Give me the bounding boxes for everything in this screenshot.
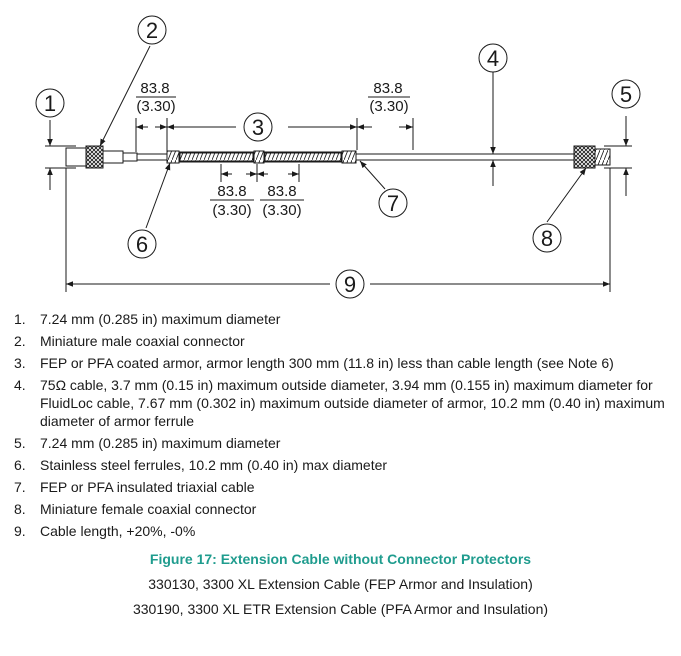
ferrule-b-dim-mm: 83.8 <box>267 183 297 200</box>
figure-caption-line-1: 330130, 3300 XL Extension Cable (FEP Armor and Insulation) <box>148 576 533 592</box>
female-connector <box>574 146 610 168</box>
ferrule-left <box>167 151 179 163</box>
callout-1: 1 <box>43 91 57 116</box>
ferrule-right <box>342 151 356 163</box>
armor <box>179 151 342 163</box>
callout-2: 2 <box>145 18 159 43</box>
list-item: 4. 75Ω cable, 3.7 mm (0.15 in) maximum outside diameter, 3.94 mm (0.155 in) maximum diameter for FluidLoc cable, 7.67 mm (0.302 in) maximum outside diameter of armor, 10.2 mm (0.40 in) maximum diameter of armor ferrule <box>14 377 665 429</box>
callout-7: 7 <box>386 191 400 216</box>
list-item: 2. Miniature male coaxial connector <box>14 333 245 349</box>
ferrule-a-dim-mm: 83.8 <box>217 183 247 200</box>
callout-9: 9 <box>343 272 357 297</box>
list-item: 7. FEP or PFA insulated triaxial cable <box>14 479 255 495</box>
list-item: 3. FEP or PFA coated armor, armor length 300 mm (11.8 in) less than cable length (see Note 6) <box>14 355 614 371</box>
notes-list <box>14 310 674 544</box>
ferrule-b-dim-in: (3.30) <box>262 202 302 219</box>
list-item: 9. Cable length, +20%, -0% <box>14 523 196 539</box>
male-connector <box>66 146 137 168</box>
callout-8: 8 <box>540 226 554 251</box>
callout-4: 4 <box>486 46 500 71</box>
callout-3: 3 <box>251 115 265 140</box>
callout-6: 6 <box>135 232 149 257</box>
right-armor-dim-mm: 83.8 <box>373 80 403 97</box>
figure-caption-line-2: 330190, 3300 XL ETR Extension Cable (PFA Armor and Insulation) <box>132 601 549 617</box>
list-item: 1. 7.24 mm (0.285 in) maximum diameter <box>14 311 281 327</box>
ferrule-a-dim-in: (3.30) <box>212 202 252 219</box>
list-item: 6. Stainless steel ferrules, 10.2 mm (0.40 in) max diameter <box>14 457 388 473</box>
extension-cable-diagram <box>0 0 681 300</box>
right-armor-dim-in: (3.30) <box>369 98 409 115</box>
list-item: 8. Miniature female coaxial connector <box>14 501 257 517</box>
list-item: 5. 7.24 mm (0.285 in) maximum diameter <box>14 435 281 451</box>
figure-caption-title: Figure 17: Extension Cable without Connector Protectors <box>149 551 532 567</box>
insulated-cable <box>356 154 574 160</box>
callout-5: 5 <box>619 82 633 107</box>
left-armor-dim-in: (3.30) <box>136 98 176 115</box>
cable-left-segment <box>137 154 167 160</box>
left-armor-dim-mm: 83.8 <box>140 80 170 97</box>
